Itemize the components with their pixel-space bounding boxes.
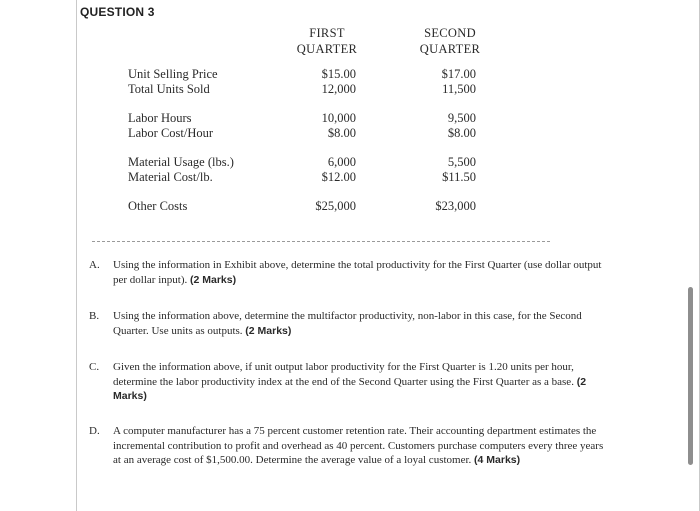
question-a-letter: A. xyxy=(89,259,100,271)
header-first-line1: FIRST xyxy=(309,26,345,40)
row-second-total-units-sold: 11,500 xyxy=(442,82,476,96)
question-title: QUESTION 3 xyxy=(80,5,155,19)
row-label-material-usage: Material Usage (lbs.) xyxy=(128,155,234,169)
header-second-line1: SECOND xyxy=(424,26,476,40)
header-first-line2: QUARTER xyxy=(296,42,358,56)
header-second-quarter xyxy=(410,25,490,57)
row-first-material-cost: $12.00 xyxy=(321,170,356,184)
row-first-labor-cost-hour: $8.00 xyxy=(327,126,356,140)
row-first-other-costs: $25,000 xyxy=(315,199,356,213)
question-d xyxy=(89,424,604,468)
section-divider xyxy=(92,241,550,242)
question-b-marks: (2 Marks) xyxy=(245,324,292,337)
question-b-letter: B. xyxy=(89,310,100,322)
question-a xyxy=(89,258,604,287)
question-c xyxy=(89,360,604,404)
question-a-text: Using the information in Exhibit above, determine the total productivity for the First Quarter (use dollar output per dollar input). xyxy=(113,259,602,286)
header-second-line2: QUARTER xyxy=(419,42,481,56)
header-first-quarter xyxy=(290,25,364,57)
row-second-material-cost: $11.50 xyxy=(442,170,476,184)
question-d-text: A computer manufacturer has a 75 percent customer retention rate. Their accounting department estimates the incremental contribution to profit and overhead as 40 percent. Customers purchase computers every three years at an average cost of $1,500.00. Determine the average value of a loyal customer. xyxy=(113,425,604,466)
row-label-labor-hours: Labor Hours xyxy=(128,111,192,125)
question-c-text: Given the information above, if unit output labor productivity for the First Quarter is 1.20 units per hour, determine the labor productivity index at the end of the Second Quarter using the First Quarter as a base. xyxy=(113,361,574,388)
row-first-unit-selling-price: $15.00 xyxy=(321,67,356,81)
row-second-unit-selling-price: $17.00 xyxy=(441,67,476,81)
vertical-scrollbar[interactable] xyxy=(688,287,693,465)
row-second-labor-hours: 9,500 xyxy=(447,111,476,125)
question-b-text: Using the information above, determine the multifactor productivity, non-labor in this case, for the Second Quarter. Use units as outputs. xyxy=(113,310,582,337)
row-label-material-cost: Material Cost/lb. xyxy=(128,170,213,184)
row-second-labor-cost-hour: $8.00 xyxy=(447,126,476,140)
row-label-total-units-sold: Total Units Sold xyxy=(128,82,210,96)
question-d-letter: D. xyxy=(89,425,100,437)
question-c-letter: C. xyxy=(89,361,100,373)
row-label-other-costs: Other Costs xyxy=(128,199,188,213)
row-second-material-usage: 5,500 xyxy=(447,155,476,169)
row-first-total-units-sold: 12,000 xyxy=(321,82,356,96)
row-label-unit-selling-price: Unit Selling Price xyxy=(128,67,218,81)
question-d-marks: (4 Marks) xyxy=(474,454,521,466)
row-second-other-costs: $23,000 xyxy=(435,199,476,213)
row-first-material-usage: 6,000 xyxy=(327,155,356,169)
row-first-labor-hours: 10,000 xyxy=(321,111,356,125)
question-c-marks: (2 Marks) xyxy=(113,375,587,402)
row-label-labor-cost-hour: Labor Cost/Hour xyxy=(128,126,214,140)
question-b xyxy=(89,309,604,338)
question-a-marks: (2 Marks) xyxy=(189,273,237,286)
